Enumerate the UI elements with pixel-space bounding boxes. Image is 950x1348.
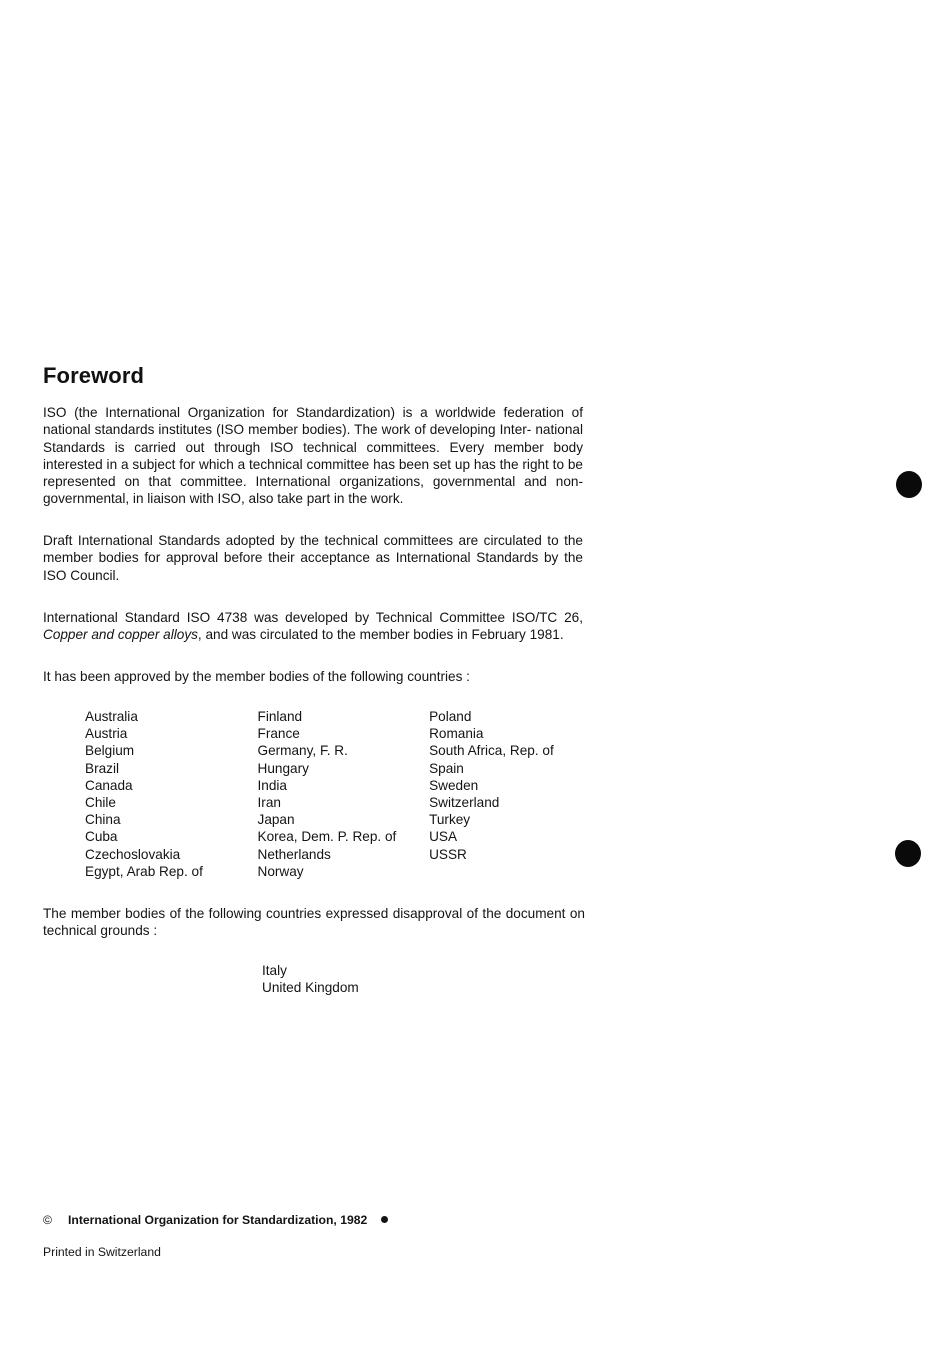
bullet-icon bbox=[381, 1216, 388, 1223]
punch-hole-icon bbox=[895, 840, 921, 867]
country-item: Germany, F. R. bbox=[257, 743, 348, 759]
countries-column-2 bbox=[258, 708, 430, 880]
copyright-text: International Organization for Standardization, 1982 bbox=[68, 1213, 368, 1227]
country-item: Switzerland bbox=[429, 795, 500, 811]
country-item: Romania bbox=[429, 726, 484, 742]
printed-location: Printed in Switzerland bbox=[43, 1245, 161, 1259]
country-item: United Kingdom bbox=[262, 980, 359, 996]
country-item: Austria bbox=[85, 726, 128, 742]
country-item: USA bbox=[429, 829, 458, 845]
country-item: France bbox=[257, 726, 300, 742]
country-item: Czechoslovakia bbox=[85, 846, 181, 862]
committee-title: Copper and copper alloys bbox=[43, 627, 198, 643]
paragraph-disapproval-intro: The member bodies of the following countries expressed disapproval of the document on technical grounds : bbox=[43, 906, 585, 939]
country-item: Chile bbox=[85, 795, 116, 811]
country-item: Australia bbox=[85, 709, 138, 724]
page-title: Foreword bbox=[43, 363, 145, 388]
country-item: Canada bbox=[85, 777, 133, 793]
country-item: South Africa, Rep. of bbox=[429, 743, 554, 759]
approving-countries-list bbox=[85, 708, 585, 880]
country-item: Sweden bbox=[429, 777, 479, 793]
country-item: Netherlands bbox=[257, 846, 331, 862]
copyright-icon: © bbox=[43, 1213, 52, 1227]
standard-development-text: International Standard ISO 4738 was developed by Technical Committee ISO/TC 26, bbox=[43, 610, 583, 625]
country-item: Egypt, Arab Rep. of bbox=[85, 863, 203, 879]
paragraph-approval-intro: It has been approved by the member bodies of the following countries : bbox=[43, 669, 470, 684]
country-item: Norway bbox=[257, 863, 304, 879]
country-item: Poland bbox=[429, 709, 472, 724]
country-item: Finland bbox=[257, 709, 303, 724]
paragraph-standard-development bbox=[43, 609, 583, 644]
country-item: Turkey bbox=[429, 812, 471, 828]
country-item: China bbox=[85, 812, 121, 828]
copyright-notice bbox=[43, 1212, 388, 1228]
country-item: Japan bbox=[257, 812, 295, 828]
countries-column-3 bbox=[429, 708, 585, 880]
country-item: Italy bbox=[262, 963, 287, 978]
paragraph-draft-standards: Draft International Standards adopted by the technical committees are circulated to the member bodies for approval before their acceptance as International Standards by the ISO Council. bbox=[43, 533, 583, 583]
country-item: USSR bbox=[429, 846, 467, 862]
country-item: Cuba bbox=[85, 829, 118, 845]
country-item: Brazil bbox=[85, 760, 119, 776]
country-item: Belgium bbox=[85, 743, 135, 759]
country-item: Korea, Dem. P. Rep. of bbox=[257, 829, 397, 845]
country-item: India bbox=[257, 777, 287, 793]
circulation-text: , and was circulated to the member bodies in February 1981. bbox=[197, 627, 564, 643]
country-item: Iran bbox=[257, 795, 281, 811]
punch-hole-icon bbox=[896, 471, 922, 498]
country-item: Spain bbox=[429, 760, 464, 776]
paragraph-iso-intro: ISO (the International Organization for Standardization) is a worldwide federation of national standards institutes (ISO member bodies). The work of developing Inter- national Standards is carried out through ISO technical committees. Every member body interested in a subject for which a technical committee has been set up has the right to be represented on that committee. International organizations, governmental and non-governmental, in liaison with ISO, also take part in the work. bbox=[43, 405, 583, 507]
foreword-section bbox=[43, 362, 585, 996]
countries-column-1 bbox=[85, 708, 258, 880]
disapproving-countries-list bbox=[262, 962, 359, 997]
country-item: Hungary bbox=[257, 760, 309, 776]
